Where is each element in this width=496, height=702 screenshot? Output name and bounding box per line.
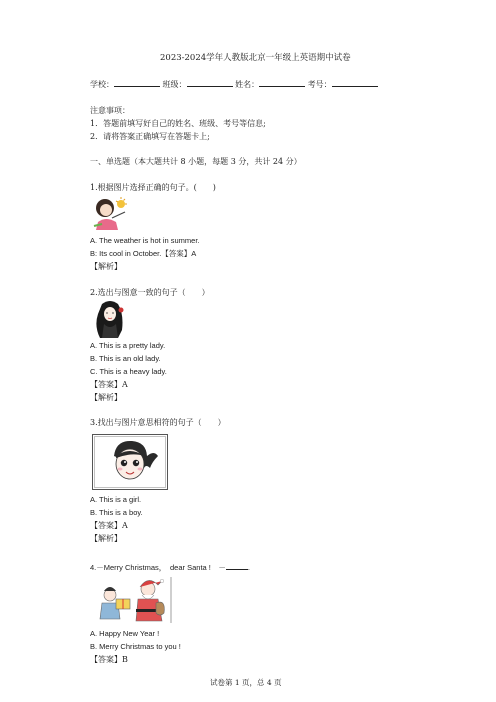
question-1-stem: 1.根据图片选择正确的句子。( ) <box>90 183 216 192</box>
school-blank <box>114 78 160 87</box>
question-4-period: . <box>247 563 250 572</box>
question-4-option-a: A. Happy New Year ! <box>90 629 160 638</box>
notes-item-1: 1．答题前填写好自己的姓名、班级、考号等信息; <box>90 119 266 128</box>
page-title: 2023-2024学年人教版北京一年级上英语期中试卷 <box>160 53 351 63</box>
page-footer: 试卷第 1 页，总 4 页 <box>210 678 282 687</box>
question-2-option-c: C. This is a heavy lady. <box>90 367 167 376</box>
school-label: 学校： <box>90 80 114 89</box>
notes-item-2: 2．请将答案正确填写在答题卡上; <box>90 132 210 141</box>
question-4-answer: 【答案】B <box>90 655 128 664</box>
question-2-option-a: A. This is a pretty lady. <box>90 341 166 350</box>
question-4-image <box>92 573 176 625</box>
question-2-stem: 2.选出与图意一致的句子（ ） <box>90 288 210 297</box>
question-1-option-b: B: Its cool in October.【答案】A <box>90 249 197 258</box>
question-1-image <box>92 196 130 232</box>
name-label: 姓名： <box>235 80 260 89</box>
question-2-option-b: B. This is an old lady. <box>90 354 161 363</box>
name-blank <box>259 78 305 87</box>
question-4-option-b: B. Merry Christmas to you ! <box>90 642 181 651</box>
notes-heading: 注意事项： <box>90 106 130 115</box>
question-3-stem: 3.找出与图片意思相符的句子（ ） <box>90 418 226 427</box>
question-3-analysis: 【解析】 <box>90 534 122 543</box>
question-3-option-a: A. This is a girl. <box>90 495 142 504</box>
section-heading: 一、单选题（本大题共计 8 小题，每题 3 分，共计 24 分） <box>90 157 302 166</box>
question-2-analysis: 【解析】 <box>90 393 122 402</box>
info-line <box>90 78 378 90</box>
question-1-option-a: A. The weather is hot in summer. <box>90 236 200 245</box>
question-3-image <box>92 434 168 490</box>
question-3-answer: 【答案】A <box>90 521 128 530</box>
class-blank <box>187 78 233 87</box>
question-4-stem-text: 4.－Merry Christmas， dear Santa ! － <box>90 563 226 572</box>
class-label: 班级： <box>162 80 187 89</box>
question-2-image <box>92 300 132 338</box>
question-4-blank <box>226 561 248 570</box>
question-2-answer: 【答案】A <box>90 380 128 389</box>
question-3-option-b: B. This is a boy. <box>90 508 143 517</box>
question-1-analysis: 【解析】 <box>90 262 122 271</box>
number-label: 考号： <box>307 80 332 89</box>
number-blank <box>332 78 378 87</box>
question-4-stem <box>90 561 250 573</box>
